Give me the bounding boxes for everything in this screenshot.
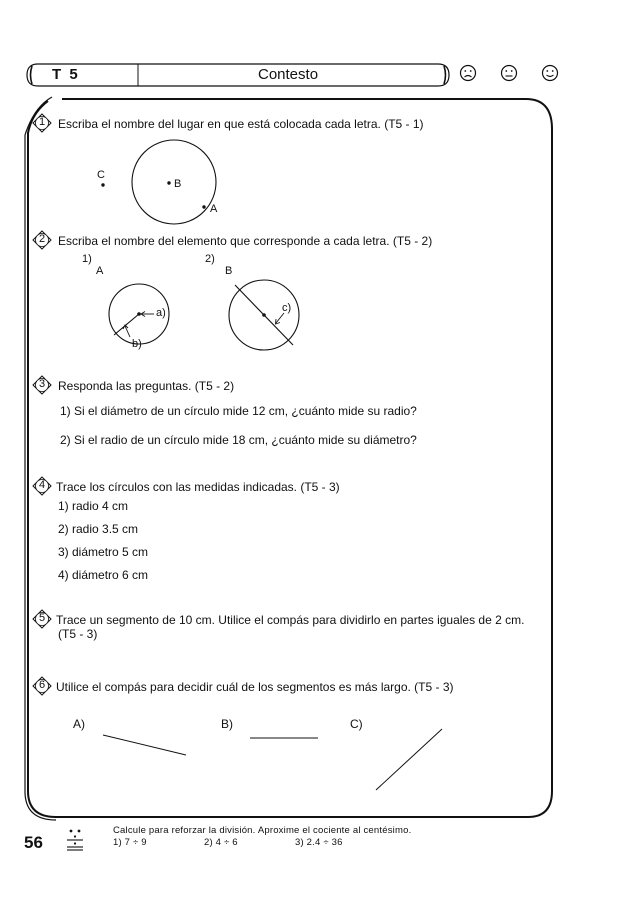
q1-circle-figure xyxy=(90,136,230,226)
q3-item-2: 2) Si el radio de un círculo mide 18 cm, ¿cuánto mide su diámetro? xyxy=(60,433,417,447)
footer-exercise-1: 1) 7 ÷ 9 xyxy=(113,837,147,848)
question-5-text: Trace un segmento de 10 cm. Utilice el compás para dividirlo en partes iguales de 2 cm. xyxy=(56,613,525,627)
q2-fig2-letter: B xyxy=(225,265,233,277)
q6-label-b: B) xyxy=(221,717,233,731)
q2-fig1-letter: A xyxy=(96,265,104,277)
q2-label-a: a) xyxy=(156,307,166,319)
q1-label-c: C xyxy=(97,169,105,181)
question-5-number: 5 xyxy=(38,612,46,624)
q2-fig1-number: 1) xyxy=(82,253,92,265)
question-4-text: Trace los círculos con las medidas indicadas. (T5 - 3) xyxy=(56,480,340,494)
q4-item-4: 4) diámetro 6 cm xyxy=(58,568,149,582)
question-6-text: Utilice el compás para decidir cuál de los segmentos es más largo. (T5 - 3) xyxy=(56,680,454,694)
footer-exercise-3: 3) 2.4 ÷ 36 xyxy=(295,837,343,848)
q2-circle-diameter-figure xyxy=(220,276,310,360)
question-5-text-ref: (T5 - 3) xyxy=(58,627,98,641)
happy-face-icon[interactable] xyxy=(541,64,559,82)
unit-label: T 5 xyxy=(52,66,80,83)
q2-label-b: b) xyxy=(132,338,142,350)
q6-segments-figure xyxy=(95,720,455,795)
question-1-text: Escriba el nombre del lugar en que está colocada cada letra. (T5 - 1) xyxy=(58,117,424,131)
division-icon xyxy=(64,828,86,854)
footer-exercise-2: 2) 4 ÷ 6 xyxy=(204,837,238,848)
neutral-face-icon[interactable] xyxy=(500,64,518,82)
question-2-number: 2 xyxy=(38,233,46,245)
q2-fig2-number: 2) xyxy=(205,253,215,265)
q3-item-1: 1) Si el diámetro de un círculo mide 12 cm, ¿cuánto mide su radio? xyxy=(60,404,417,418)
question-4-number: 4 xyxy=(38,479,46,491)
question-1-number: 1 xyxy=(38,116,46,128)
q4-item-1: 1) radio 4 cm xyxy=(58,499,129,513)
question-3-number: 3 xyxy=(38,378,46,390)
footer-instruction: Calcule para reforzar la división. Aproxime el cociente al centésimo. xyxy=(113,825,412,836)
q2-circle-radius-figure xyxy=(92,280,192,360)
header-bar xyxy=(26,63,450,87)
q4-item-2: 2) radio 3.5 cm xyxy=(58,522,139,536)
question-6-number: 6 xyxy=(38,679,46,691)
question-2-text: Escriba el nombre del elemento que corresponde a cada letra. (T5 - 2) xyxy=(58,234,433,248)
question-3-text: Responda las preguntas. (T5 - 2) xyxy=(58,379,235,393)
section-title: Contesto xyxy=(258,66,319,83)
q6-label-a: A) xyxy=(73,717,85,731)
q1-label-b: B xyxy=(174,178,182,190)
sad-face-icon[interactable] xyxy=(459,64,477,82)
q6-label-c: C) xyxy=(350,717,363,731)
q2-label-c: c) xyxy=(282,302,292,314)
q4-item-3: 3) diámetro 5 cm xyxy=(58,545,149,559)
page-number: 56 xyxy=(24,833,43,852)
q1-label-a: A xyxy=(210,203,218,215)
